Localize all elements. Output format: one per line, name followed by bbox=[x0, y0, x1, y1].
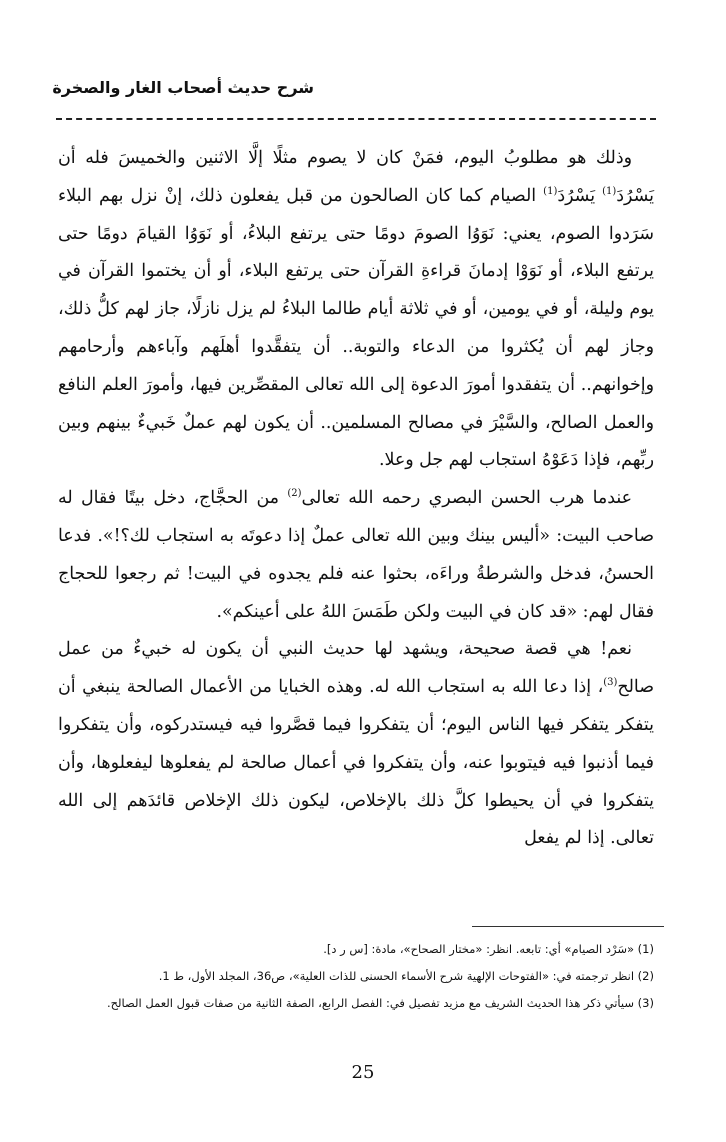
paragraph-3-text-b: ، إذا دعا الله به استجاب الله له. وهذه الخبايا من الأعمال الصالحة ينبغي أن يتفكر يتفكر فيها الناس اليوم؛ أن يتفكروا فيما قصَّروا فيه فيستدركوه، وأن يتفكروا فيما أذنبوا فيه فيتوبوا عنه، وأن يتفكروا في أعمال صالحة لم يفعلوها ليفعلوها، وأن يتفكروا في أن يحيطوا كلَّ ذلك بالإخلاص، ليكون ذلك الإخلاص قائدَهم إلى الله تعالى. إذا لم يفعل bbox=[58, 677, 654, 849]
paragraph-1-text-c: الصيام كما كان الصالحون من قبل يفعلون ذلك، إنْ نزل بهم البلاء سَرَدوا الصوم، يعني: نَوَوُا الصومَ دومًا حتى يرتفع البلاءُ، أو نَوَوُا القيامَ دومًا حتى يرتفع البلاء، أو نَوَوْا إدمانَ قراءةِ القرآن حتى يرتفع البلاء، أو أن يختموا القرآن في يوم وليلة، أو في يومين، أو في ثلاثة أيام طالما البلاءُ لم يزل نازلًا، جاز لهم كلُّ ذلك، وجاز لهم أن يُكثروا من الدعاء والتوبة.. أن يتفقَّدوا أهلَهم وآباءهم وأرحامهم وإخوانهم.. أن يتفقدوا أمورَ الدعوة إلى الله تعالى المقصِّرين فيها، وأمورَ العلم النافع والعمل الصالح، والسَّيْرَ في مصالح المسلمين.. أن يكون لهم عملٌ خَبيءٌ بينهم وبين ربِّهم، فإذا دَعَوْهُ استجاب لهم جل وعلا. bbox=[58, 185, 654, 471]
footnote-ref-1b: (1) bbox=[543, 186, 558, 197]
footnote-2: (2) انظر ترجمته في: «الفتوحات الإلهية شرح الأسماء الحسنى للذات العلية»، ص36، المجلد الأول، ط 1. bbox=[158, 969, 654, 983]
footnote-ref-2: (2) bbox=[287, 488, 302, 500]
paragraph-3-text-a: نعم! هي قصة صحيحة، ويشهد لها حديث النبي أن يكون له خبيءٌ من عمل صالح bbox=[58, 639, 654, 698]
page-number: 25 bbox=[351, 1062, 375, 1083]
paragraph-3 bbox=[58, 631, 654, 858]
paragraph-2 bbox=[58, 480, 654, 631]
footnotes bbox=[58, 936, 654, 1017]
paragraph-1-text-a: وذلك هو مطلوبُ اليوم، فمَنْ كان لا يصوم مثلًا إلَّا الاثنين والخميسَ فله أن يَسْرُدَ bbox=[58, 148, 654, 206]
header-dashed-divider bbox=[56, 118, 656, 120]
footnote-ref-3: (3) bbox=[603, 677, 618, 689]
footnote-3: (3) سيأتي ذكر هذا الحديث الشريف مع مزيد تفصيل في: الفصل الرابع، الصفة الثانية من صفات قبول العمل الصالح. bbox=[106, 996, 654, 1010]
paragraph-1-text-b: يَسْرُدَ bbox=[557, 185, 596, 206]
paragraph-2-text-a: عندما هرب الحسن البصري رحمه الله تعالى bbox=[301, 488, 632, 509]
main-text bbox=[58, 140, 654, 858]
paragraph-2-text-b: من الحجَّاج، دخل بيتًا فقال له صاحب البيت: «أليس بينك وبين الله تعالى عملٌ إذا دعوتَه به استجاب لك؟!». فدعا الحسنُ، فدخل والشرطةُ وراءَه، بحثوا عنه فلم يجدوه في البيت! ثم رجعوا للحجاج فقال لهم: «قد كان في البيت ولكن طَمَسَ اللهُ على أعينكم». bbox=[58, 488, 654, 622]
paragraph-1 bbox=[58, 140, 654, 480]
running-header-title: شرح حديث أصحاب الغار والصخرة bbox=[52, 78, 314, 97]
footnote-1: (1) «سَرْد الصيام» أي: تابعه. انظر: «مختار الصحاح»، مادة: [س ر د]. bbox=[323, 942, 654, 956]
footnote-divider bbox=[472, 926, 664, 927]
footnote-ref-1: (1) bbox=[602, 186, 617, 197]
